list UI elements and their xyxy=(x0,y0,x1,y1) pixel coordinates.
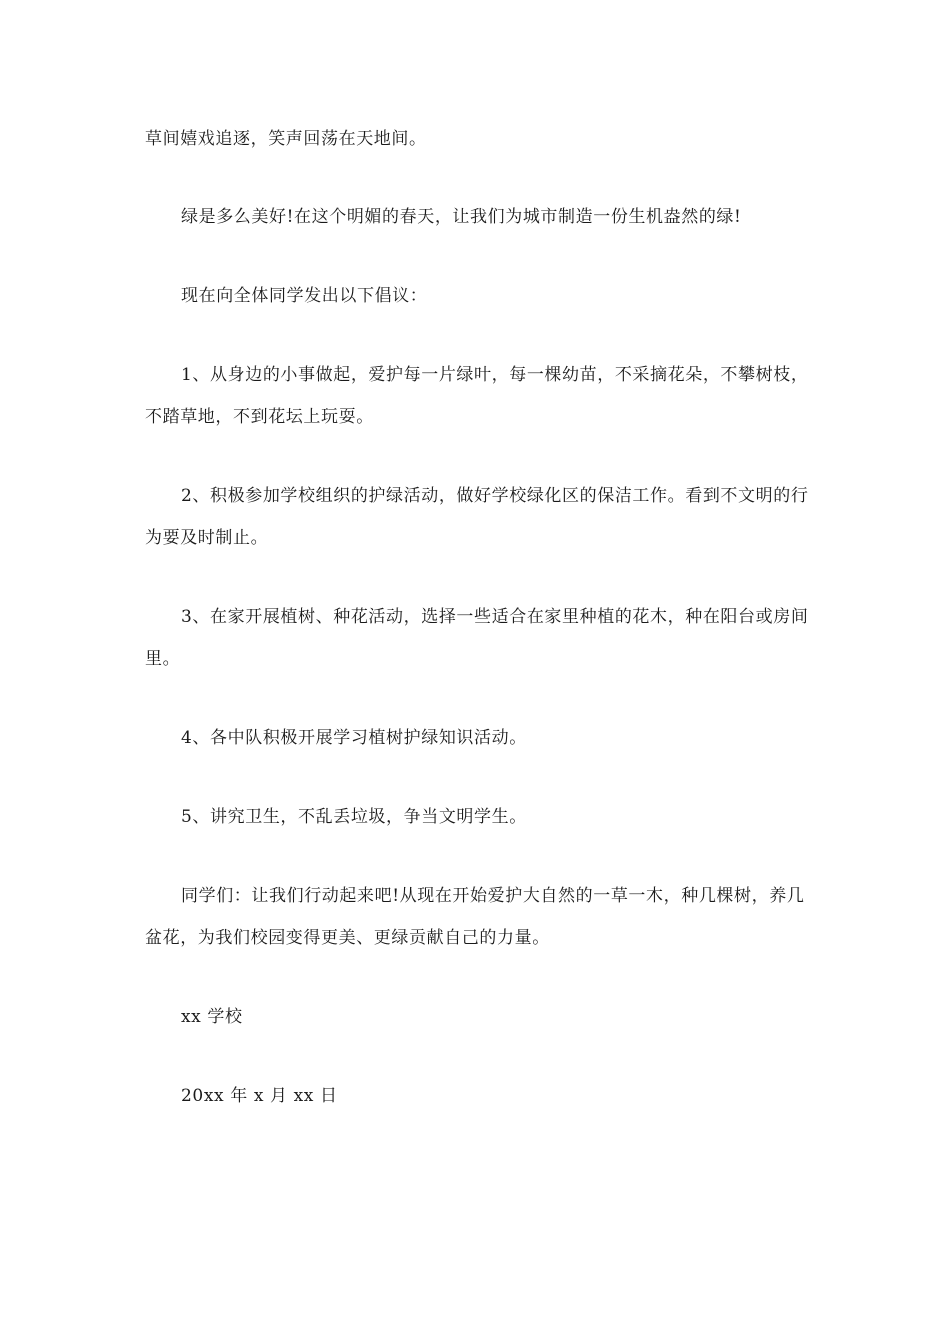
proposal-item-1: 1、从身边的小事做起，爱护每一片绿叶，每一棵幼苗，不采摘花朵，不攀树枝，不踏草地，不到花坛上玩耍。 xyxy=(145,365,809,427)
signature-school: xx 学校 xyxy=(181,1007,243,1027)
proposal-item-5: 5、讲究卫生，不乱丢垃圾，争当文明学生。 xyxy=(181,807,527,827)
paragraph-continuation: 草间嬉戏追逐，笑声回荡在天地间。 xyxy=(145,129,427,149)
proposal-item-4: 4、各中队积极开展学习植树护绿知识活动。 xyxy=(181,728,527,748)
proposal-item-3: 3、在家开展植树、种花活动，选择一些适合在家里种植的花木，种在阳台或房间里。 xyxy=(145,607,809,669)
paragraph-proposal-heading: 现在向全体同学发出以下倡议： xyxy=(181,286,428,306)
paragraph-intro: 绿是多么美好!在这个明媚的春天，让我们为城市制造一份生机盎然的绿! xyxy=(181,207,742,227)
proposal-item-2: 2、积极参加学校组织的护绿活动，做好学校绿化区的保洁工作。看到不文明的行为要及时制止。 xyxy=(145,486,809,548)
document-body xyxy=(145,118,810,1154)
paragraph-closing: 同学们：让我们行动起来吧!从现在开始爱护大自然的一草一木，种几棵树，养几盆花，为我们校园变得更美、更绿贡献自己的力量。 xyxy=(145,886,805,948)
signature-date: 20xx 年 x 月 xx 日 xyxy=(181,1086,338,1106)
